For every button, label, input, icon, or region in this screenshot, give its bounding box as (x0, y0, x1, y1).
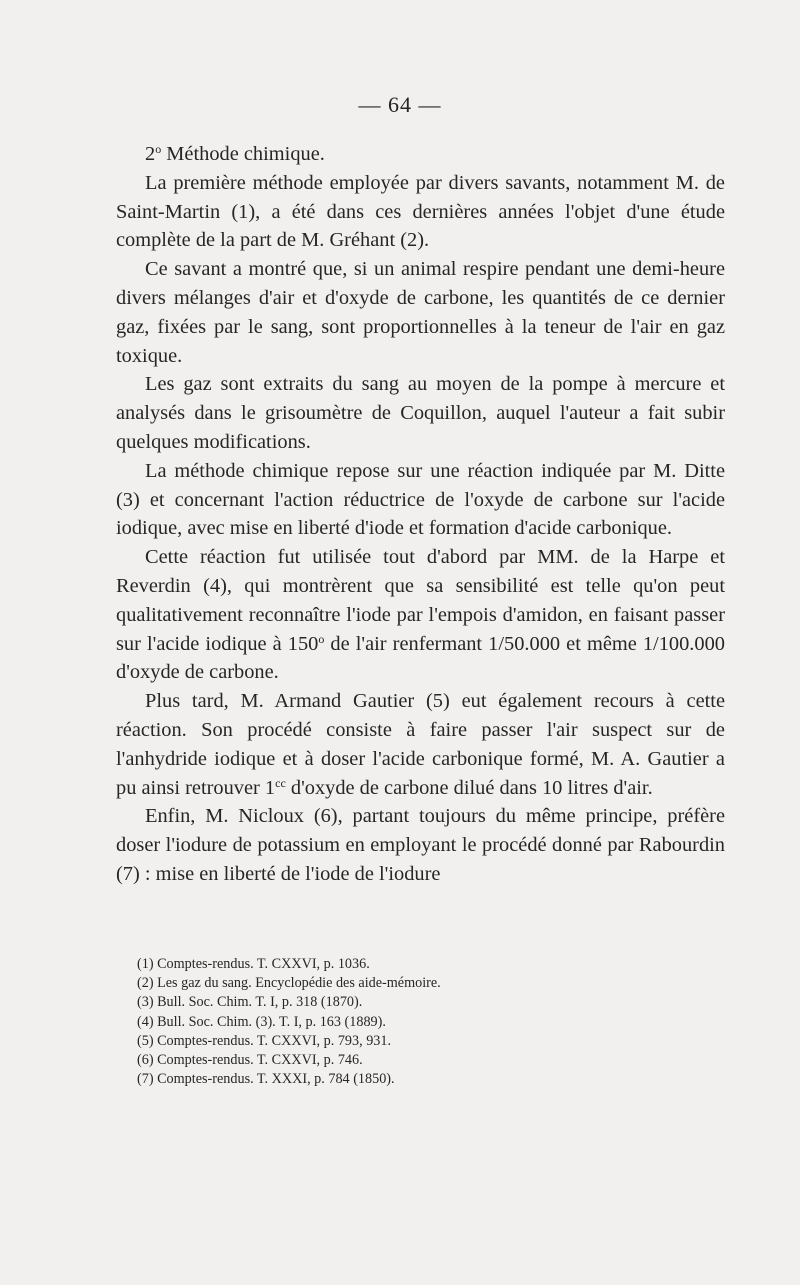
footnote: (7) Comptes-rendus. T. XXXI, p. 784 (1850). (137, 1071, 395, 1088)
paragraph-2: Ce savant a montré que, si un animal respire pendant une demi-heure divers mélanges d'air et d'oxyde de carbone, les quantités de ce dernier gaz, fixées par le sang, sont proportionnelles à la teneur de l'air en gaz toxique. (116, 258, 725, 367)
footnote: (4) Bull. Soc. Chim. (3). T. I, p. 163 (1889). (137, 1013, 386, 1030)
body-text (116, 140, 725, 889)
paragraph-7: Enfin, M. Nicloux (6), partant toujours du même principe, préfère doser l'iodure de potassium en employant le procédé donné par Rabourdin (7) : mise en liberté de l'iode de l'iodure (116, 805, 725, 885)
footnote: (1) Comptes-rendus. T. CXXVI, p. 1036. (137, 956, 370, 972)
footnote: (2) Les gaz du sang. Encyclopédie des aide-mémoire. (137, 975, 441, 992)
heading-ordinal: o (155, 142, 162, 156)
paragraph-5-before: Cette réaction fut utilisée tout d'abord par MM. de la Harpe et Reverdin (4), qui montrèrent que sa sensibilité est telle qu'on peut qualitativement reconnaître l'iode par l'empois d'amidon, en faisant passer sur l'acide iodique à 150 (116, 546, 725, 655)
paragraph-3: Les gaz sont extraits du sang au moyen de la pompe à mercure et analysés dans le grisoumètre de Coquillon, auquel l'auteur a fait subir quelques modifications. (116, 373, 725, 453)
paragraph-1: La première méthode employée par divers savants, notamment M. de Saint-Martin (1), a été dans ces dernières années l'objet d'une étude complète de la part de M. Gréhant (2). (116, 171, 725, 252)
cc-unit: cc (275, 775, 286, 790)
paragraph-6-after: d'oxyde de carbone dilué dans 10 litres d'air. (285, 776, 653, 799)
paragraph-5 (116, 543, 725, 687)
paragraph-5-after: de l'air renfermant 1/50.000 et même 1/100.000 d'oxyde de carbone. (116, 632, 725, 684)
paragraph-4: La méthode chimique repose sur une réaction indiquée par M. Ditte (3) et concernant l'action réductrice de l'oxyde de carbone sur l'acide iodique, avec mise en liberté d'iode et formation d'acide carbonique. (116, 459, 725, 540)
degree-mark: o (318, 631, 325, 646)
footnotes (137, 955, 697, 1089)
heading-text: Méthode chimique. (161, 143, 325, 165)
heading-number: 2 (145, 143, 156, 165)
section-heading (116, 140, 725, 169)
footnote: (6) Comptes-rendus. T. CXXVI, p. 746. (137, 1052, 363, 1069)
page-number: — 64 — (358, 92, 442, 117)
footnote: (3) Bull. Soc. Chim. T. I, p. 318 (1870). (137, 994, 363, 1011)
paragraph-6 (116, 687, 725, 802)
footnote: (5) Comptes-rendus. T. CXXVI, p. 793, 931. (137, 1032, 392, 1049)
paragraph-6-before: Plus tard, M. Armand Gautier (5) eut également recours à cette réaction. Son procédé consiste à faire passer l'air suspect sur de l'anhydride iodique et à doser l'acide carbonique formé, M. A. Gautier a pu ainsi retrouver 1 (116, 690, 725, 799)
